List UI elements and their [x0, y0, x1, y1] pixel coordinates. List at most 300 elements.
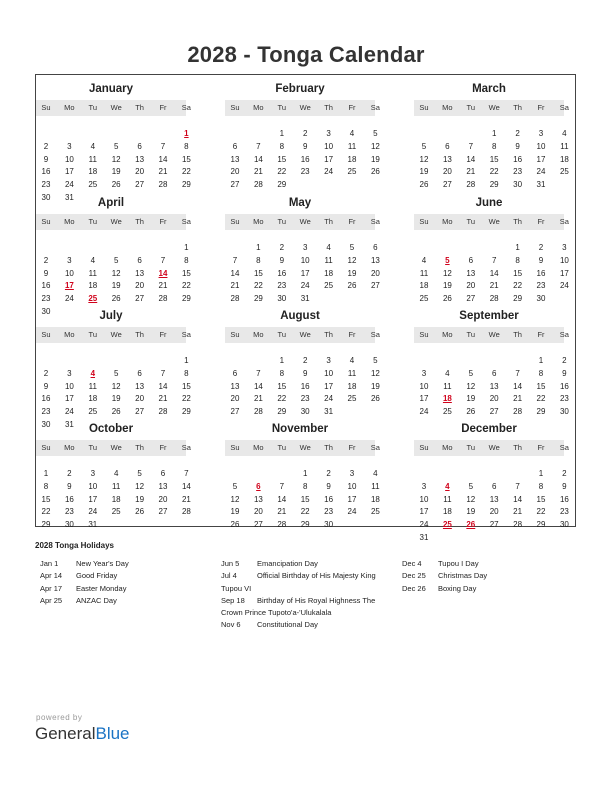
day-cell: 13	[253, 494, 263, 504]
day-cell: 15	[536, 494, 546, 504]
day-cell: 7	[160, 368, 166, 378]
day-cell: 4	[562, 129, 567, 138]
day-cell: 8	[515, 255, 520, 265]
day-cell: 8	[184, 255, 189, 265]
day-cell: 25	[370, 507, 380, 517]
day-cell: 18	[88, 167, 98, 177]
day-cell: 3	[90, 469, 96, 478]
holiday-date: 25	[88, 294, 98, 304]
month-name: July	[99, 310, 123, 322]
day-cell: 22	[253, 281, 263, 291]
holiday-name: Tupou I Day	[438, 559, 479, 568]
holiday-date: 1	[184, 129, 189, 138]
day-cell: 19	[111, 167, 121, 177]
weekday-label: Fr	[159, 103, 167, 112]
day-cell: 13	[489, 381, 499, 391]
day-cell: 2	[302, 356, 308, 365]
day-cell: 2	[515, 129, 520, 138]
day-cell: 16	[300, 154, 310, 164]
day-cell: 23	[277, 281, 287, 291]
weekday-label: Su	[419, 330, 429, 339]
day-cell: 15	[277, 154, 287, 164]
day-cell: 28	[253, 407, 263, 417]
day-cell: 2	[67, 469, 72, 478]
weekday-header	[414, 440, 569, 456]
day-cell: 23	[41, 407, 51, 417]
holiday-date: 4	[90, 368, 96, 378]
day-cell: 18	[347, 154, 357, 164]
day-cell: 18	[88, 281, 98, 291]
day-cell: 9	[302, 368, 308, 378]
day-cell: 31	[324, 407, 334, 417]
day-cell: 29	[536, 407, 546, 417]
day-cell: 6	[137, 141, 142, 151]
weekday-label: Su	[230, 330, 240, 339]
day-cell: 28	[277, 520, 287, 530]
day-cell: 22	[536, 394, 546, 404]
holiday-date: 6	[256, 481, 261, 491]
day-cell: 2	[43, 255, 49, 265]
day-cell: 10	[559, 255, 569, 265]
holiday-date-label: Dec 25	[402, 571, 426, 581]
weekday-label: We	[488, 217, 500, 226]
day-cell: 26	[111, 407, 121, 417]
day-cell: 24	[559, 281, 569, 291]
day-cell: 15	[41, 494, 51, 504]
day-cell: 5	[421, 141, 427, 151]
day-cell: 12	[442, 268, 452, 278]
day-cell: 24	[347, 507, 357, 517]
day-cell: 17	[300, 268, 310, 278]
day-cell: 24	[64, 407, 74, 417]
weekday-label: Sa	[370, 103, 380, 112]
day-cell: 13	[135, 268, 145, 278]
day-cell: 20	[230, 394, 240, 404]
day-cell: 30	[41, 193, 51, 202]
day-cell: 31	[64, 193, 74, 202]
holiday-date-label: Apr 14	[40, 571, 63, 581]
day-cell: 1	[538, 469, 544, 478]
day-cell: 20	[135, 167, 145, 177]
day-cell: 7	[232, 255, 238, 265]
weekday-label: Tu	[88, 443, 98, 452]
day-cell: 15	[300, 494, 310, 504]
day-cell: 13	[158, 481, 168, 491]
day-cell: 3	[326, 129, 331, 138]
day-cell: 4	[349, 356, 355, 365]
day-cell: 10	[536, 141, 546, 151]
weekday-label: Mo	[442, 330, 453, 339]
day-cell: 11	[443, 381, 452, 391]
weekday-label: Fr	[537, 217, 545, 226]
day-cell: 10	[324, 141, 334, 151]
day-cell: 15	[513, 268, 523, 278]
holiday-date: 14	[158, 268, 168, 278]
day-cell: 20	[489, 394, 499, 404]
day-cell: 29	[181, 180, 191, 190]
day-cell: 24	[536, 167, 546, 177]
weekday-label: Sa	[181, 443, 191, 452]
weekday-label: Mo	[64, 103, 75, 112]
day-cell: 15	[181, 268, 191, 278]
day-cell: 8	[491, 141, 497, 151]
weekday-label: Tu	[88, 330, 98, 339]
day-cell: 3	[67, 368, 72, 378]
day-cell: 27	[230, 180, 240, 190]
day-cell: 22	[181, 394, 191, 404]
weekday-label: Mo	[64, 330, 75, 339]
day-cell: 29	[181, 407, 191, 417]
weekday-label: We	[299, 217, 311, 226]
day-cell: 7	[160, 141, 166, 151]
day-cell: 23	[64, 507, 74, 517]
weekday-label: Sa	[370, 443, 380, 452]
day-cell: 1	[184, 356, 189, 365]
day-cell: 11	[88, 268, 97, 278]
day-cell: 21	[158, 394, 168, 404]
weekday-label: Th	[324, 330, 333, 339]
day-cell: 1	[302, 469, 308, 478]
day-cell: 14	[253, 154, 263, 164]
month-name: December	[461, 423, 517, 435]
day-cell: 14	[230, 268, 240, 278]
day-cell: 14	[253, 381, 263, 391]
day-cell: 26	[370, 167, 380, 177]
day-cell: 12	[135, 481, 145, 491]
day-cell: 31	[419, 533, 429, 542]
day-cell: 29	[277, 407, 287, 417]
day-cell: 28	[513, 407, 523, 417]
day-cell: 24	[419, 520, 429, 530]
day-cell: 30	[41, 420, 51, 429]
day-cell: 5	[137, 469, 142, 478]
month-name: September	[459, 310, 519, 322]
holiday-date-label: Sep 18	[221, 595, 245, 605]
weekday-label: Tu	[277, 443, 287, 452]
day-cell: 12	[419, 154, 429, 164]
day-cell: 3	[326, 356, 331, 365]
day-cell: 23	[324, 507, 334, 517]
month-name: April	[97, 197, 125, 209]
day-cell: 20	[442, 167, 452, 177]
holiday-date-label: Apr 17	[40, 583, 63, 593]
day-cell: 12	[111, 268, 121, 278]
day-cell: 6	[137, 368, 142, 378]
day-cell: 25	[88, 180, 98, 190]
day-cell: 8	[538, 481, 544, 491]
weekday-header	[414, 100, 569, 116]
day-cell: 3	[349, 469, 355, 478]
powered-by-text: powered by	[36, 713, 83, 722]
day-cell: 11	[371, 481, 380, 491]
day-cell: 1	[43, 469, 49, 478]
day-cell: 28	[158, 180, 168, 190]
day-cell: 3	[302, 243, 308, 252]
day-cell: 2	[562, 469, 567, 478]
day-cell: 24	[324, 394, 334, 404]
day-cell: 16	[513, 154, 523, 164]
day-cell: 10	[347, 481, 357, 491]
day-cell: 1	[491, 129, 497, 138]
day-cell: 20	[135, 281, 145, 291]
weekday-label: Th	[135, 443, 144, 452]
day-cell: 9	[562, 368, 567, 378]
holiday-date: 18	[442, 394, 452, 404]
day-cell: 15	[277, 381, 287, 391]
weekday-label: We	[299, 103, 311, 112]
day-cell: 25	[559, 167, 569, 177]
day-cell: 29	[277, 180, 287, 190]
weekday-label: Su	[419, 443, 429, 452]
day-cell: 27	[135, 294, 145, 304]
day-cell: 12	[466, 381, 476, 391]
holiday-name: ANZAC Day	[76, 595, 117, 605]
day-cell: 28	[158, 294, 168, 304]
weekday-label: Fr	[348, 103, 356, 112]
weekday-label: Su	[230, 103, 240, 112]
weekday-label: Th	[324, 103, 333, 112]
holiday-date-label: Dec 4	[402, 559, 422, 568]
day-cell: 4	[373, 469, 378, 478]
holiday-name: Emancipation Day	[257, 559, 318, 568]
day-cell: 6	[491, 368, 497, 378]
weekday-label: Fr	[348, 443, 356, 452]
brand-logo[interactable]	[35, 724, 130, 744]
day-cell: 5	[468, 368, 474, 378]
month-name: June	[475, 197, 503, 209]
day-cell: 29	[181, 294, 191, 304]
day-cell: 12	[347, 255, 357, 265]
day-cell: 20	[253, 507, 263, 517]
brand-blue: Blue	[95, 724, 130, 743]
day-cell: 17	[559, 268, 569, 278]
day-cell: 1	[538, 356, 544, 365]
holiday-name-continued: Tupou VI	[221, 583, 252, 593]
weekday-header	[225, 100, 380, 116]
weekday-label: Sa	[181, 103, 191, 112]
day-cell: 7	[184, 469, 189, 478]
holiday-name: Official Birthday of His Majesty King	[257, 571, 376, 581]
day-cell: 18	[370, 494, 380, 504]
weekday-label: Fr	[537, 103, 545, 112]
day-cell: 5	[349, 243, 355, 252]
holiday-date: 17	[64, 281, 74, 291]
holiday-name: Birthday of His Royal Highness The	[257, 595, 376, 605]
day-cell: 6	[137, 255, 142, 265]
day-cell: 25	[324, 281, 334, 291]
weekday-label: Sa	[559, 217, 569, 226]
day-cell: 12	[111, 381, 121, 391]
day-cell: 23	[536, 281, 546, 291]
day-cell: 20	[466, 281, 476, 291]
weekday-label: Sa	[181, 217, 191, 226]
day-cell: 31	[536, 180, 546, 190]
day-cell: 10	[300, 255, 310, 265]
day-cell: 9	[43, 381, 49, 391]
month-name: February	[275, 83, 325, 95]
day-cell: 19	[347, 268, 357, 278]
day-cell: 1	[256, 243, 261, 252]
weekday-header	[225, 440, 380, 456]
day-cell: 19	[111, 394, 121, 404]
day-cell: 18	[442, 507, 452, 517]
day-cell: 11	[347, 368, 357, 378]
weekday-label: Tu	[466, 330, 476, 339]
day-cell: 19	[111, 281, 121, 291]
day-cell: 9	[515, 141, 520, 151]
day-cell: 19	[466, 507, 476, 517]
day-cell: 7	[468, 141, 474, 151]
weekday-label: Su	[41, 217, 51, 226]
day-cell: 6	[491, 481, 497, 491]
weekday-label: Mo	[253, 217, 264, 226]
day-cell: 2	[43, 141, 49, 151]
day-cell: 11	[112, 481, 121, 491]
day-cell: 25	[419, 294, 429, 304]
day-cell: 12	[111, 154, 121, 164]
day-cell: 31	[64, 420, 74, 429]
day-cell: 27	[466, 294, 476, 304]
day-cell: 15	[253, 268, 263, 278]
day-cell: 28	[158, 407, 168, 417]
day-cell: 14	[466, 154, 476, 164]
day-cell: 3	[67, 141, 72, 151]
weekday-label: We	[488, 443, 500, 452]
month-name: October	[88, 423, 134, 435]
day-cell: 31	[300, 294, 310, 304]
weekday-label: Sa	[181, 330, 191, 339]
day-cell: 24	[300, 281, 310, 291]
day-cell: 9	[43, 154, 49, 164]
day-cell: 9	[562, 481, 567, 491]
weekday-label: Tu	[88, 217, 98, 226]
weekday-label: We	[299, 330, 311, 339]
holiday-date-label: Jul 4	[221, 571, 237, 581]
day-cell: 17	[64, 167, 74, 177]
weekday-label: Tu	[277, 330, 287, 339]
day-cell: 14	[489, 268, 499, 278]
day-cell: 17	[536, 154, 546, 164]
weekday-label: We	[110, 103, 122, 112]
day-cell: 14	[513, 494, 523, 504]
weekday-label: We	[110, 443, 122, 452]
day-cell: 25	[111, 507, 121, 517]
day-cell: 9	[302, 141, 308, 151]
day-cell: 6	[232, 368, 238, 378]
day-cell: 9	[326, 481, 331, 491]
day-cell: 13	[442, 154, 452, 164]
day-cell: 21	[158, 281, 168, 291]
day-cell: 22	[300, 507, 310, 517]
day-cell: 5	[468, 481, 474, 491]
weekday-header	[36, 327, 191, 343]
weekday-header	[36, 440, 191, 456]
weekday-label: Fr	[348, 330, 356, 339]
day-cell: 4	[421, 255, 427, 265]
day-cell: 17	[419, 394, 429, 404]
day-cell: 16	[41, 167, 51, 177]
day-cell: 5	[232, 481, 238, 491]
day-cell: 10	[64, 154, 74, 164]
weekday-label: Sa	[559, 443, 569, 452]
day-cell: 25	[88, 407, 98, 417]
day-cell: 9	[43, 268, 49, 278]
weekday-header	[36, 214, 191, 230]
day-cell: 4	[90, 141, 96, 151]
day-cell: 3	[421, 481, 427, 491]
day-cell: 21	[253, 167, 263, 177]
brand-general: General	[35, 724, 96, 743]
day-cell: 13	[370, 255, 380, 265]
day-cell: 10	[88, 481, 98, 491]
day-cell: 21	[513, 394, 523, 404]
day-cell: 20	[158, 494, 168, 504]
day-cell: 15	[181, 381, 191, 391]
day-cell: 31	[88, 520, 98, 530]
day-cell: 8	[538, 368, 544, 378]
day-cell: 12	[370, 368, 380, 378]
day-cell: 13	[230, 154, 240, 164]
day-cell: 28	[513, 520, 523, 530]
day-cell: 20	[370, 268, 380, 278]
day-cell: 7	[160, 255, 166, 265]
day-cell: 15	[489, 154, 499, 164]
weekday-label: We	[488, 103, 500, 112]
weekday-header	[36, 100, 191, 116]
day-cell: 30	[277, 294, 287, 304]
weekday-label: Th	[135, 217, 144, 226]
day-cell: 14	[181, 481, 191, 491]
weekday-label: Mo	[253, 443, 264, 452]
day-cell: 19	[466, 394, 476, 404]
day-cell: 23	[41, 180, 51, 190]
day-cell: 22	[277, 394, 287, 404]
day-cell: 12	[466, 494, 476, 504]
day-cell: 26	[466, 407, 476, 417]
month-name: May	[288, 197, 312, 209]
day-cell: 16	[41, 394, 51, 404]
holiday-name: Constitutional Day	[257, 620, 318, 630]
day-cell: 19	[370, 381, 380, 391]
day-cell: 16	[41, 281, 51, 291]
day-cell: 29	[536, 520, 546, 530]
day-cell: 2	[562, 356, 567, 365]
holiday-date: 26	[466, 520, 476, 530]
day-cell: 19	[419, 167, 429, 177]
day-cell: 13	[230, 381, 240, 391]
day-cell: 21	[513, 507, 523, 517]
weekday-header	[225, 327, 380, 343]
day-cell: 26	[370, 394, 380, 404]
day-cell: 5	[113, 255, 119, 265]
day-cell: 29	[253, 294, 263, 304]
day-cell: 14	[277, 494, 287, 504]
day-cell: 21	[489, 281, 499, 291]
month-name: November	[271, 423, 329, 435]
day-cell: 19	[370, 154, 380, 164]
day-cell: 8	[184, 141, 189, 151]
day-cell: 29	[489, 180, 499, 190]
day-cell: 14	[513, 381, 523, 391]
day-cell: 1	[184, 243, 189, 252]
holiday-name: Easter Monday	[76, 583, 127, 593]
day-cell: 8	[302, 481, 308, 491]
day-cell: 26	[135, 507, 145, 517]
day-cell: 20	[230, 167, 240, 177]
weekday-label: Mo	[64, 217, 75, 226]
weekday-label: Mo	[253, 330, 264, 339]
day-cell: 18	[88, 394, 98, 404]
